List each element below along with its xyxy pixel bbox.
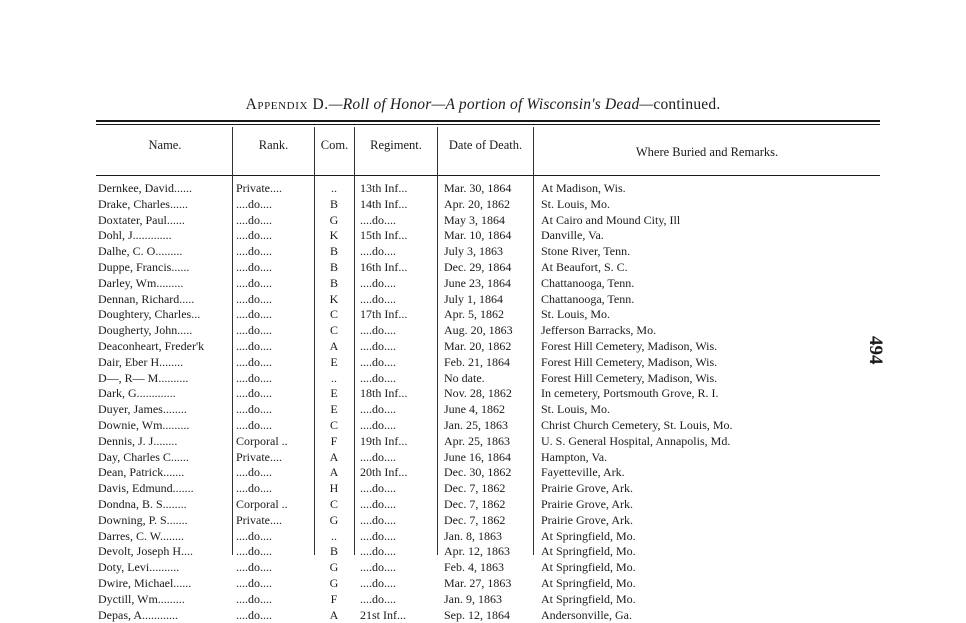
cell-date: Feb. 4, 1863 <box>444 560 504 575</box>
cell-regiment: ....do.... <box>360 402 396 417</box>
cell-date: Nov. 28, 1862 <box>444 386 512 401</box>
cell-name: Darley, Wm......... <box>98 275 184 290</box>
cell-rank: ....do.... <box>236 417 272 432</box>
table-row <box>0 197 966 213</box>
cell-name: Dean, Patrick....... <box>98 465 185 480</box>
cell-date: Jan. 8, 1863 <box>444 528 502 543</box>
cell-regiment: ....do.... <box>360 417 396 432</box>
cell-remarks: At Springfield, Mo. <box>541 575 636 590</box>
cell-com: C <box>329 496 338 511</box>
column-header-regiment: Regiment. <box>370 138 422 152</box>
table-row <box>0 402 966 418</box>
cell-com: E <box>330 386 338 401</box>
cell-regiment: ....do.... <box>360 323 396 338</box>
cell-name: Dougherty, John..... <box>98 323 193 338</box>
cell-name: Downing, P. S....... <box>98 512 188 527</box>
page-title: —Roll of Honor—A portion of Wisconsin's Dead— <box>328 96 654 113</box>
cell-name: Dair, Eber H........ <box>98 354 184 369</box>
cell-remarks: Christ Church Cemetery, St. Louis, Mo. <box>541 417 733 432</box>
cell-regiment: ....do.... <box>360 591 396 606</box>
cell-rank: ....do.... <box>236 528 272 543</box>
cell-remarks: Chattanooga, Tenn. <box>541 275 635 290</box>
table-row <box>0 260 966 276</box>
cell-rank: ....do.... <box>236 323 272 338</box>
table-row <box>0 560 966 576</box>
cell-date: Apr. 5, 1862 <box>444 307 504 322</box>
cell-com: A <box>329 338 339 353</box>
cell-com: A <box>329 465 339 480</box>
cell-date: Jan. 9, 1863 <box>444 591 502 606</box>
cell-remarks: Fayetteville, Ark. <box>541 465 625 480</box>
cell-date: Mar. 30, 1864 <box>444 181 512 195</box>
cell-date: July 1, 1864 <box>444 291 504 306</box>
cell-com: B <box>329 275 338 290</box>
cell-date: No date. <box>444 370 485 385</box>
cell-remarks: At Beaufort, S. C. <box>541 259 628 274</box>
cell-remarks: Forest Hill Cemetery, Madison, Wis. <box>541 338 718 353</box>
column-header-date: Date of Death. <box>448 138 523 152</box>
cell-rank: ....do.... <box>236 244 272 259</box>
cell-date: Apr. 25, 1863 <box>444 433 510 448</box>
cell-rank: ....do.... <box>236 575 272 590</box>
cell-date: Feb. 21, 1864 <box>444 354 510 369</box>
table-row <box>0 386 966 402</box>
cell-rank: ....do.... <box>236 560 272 575</box>
cell-rank: ....do.... <box>236 196 272 211</box>
table-row <box>0 434 966 450</box>
cell-name: Dwire, Michael...... <box>98 575 192 590</box>
column-header-name: Name. <box>148 138 182 152</box>
cell-name: Day, Charles C...... <box>98 449 189 464</box>
cell-name: D—, R— M.......... <box>98 370 189 385</box>
cell-regiment: ....do.... <box>360 370 396 385</box>
cell-date: Mar. 20, 1862 <box>444 338 512 353</box>
cell-com: H <box>329 481 339 496</box>
cell-date: Sep. 12, 1864 <box>444 607 510 622</box>
cell-rank: ....do.... <box>236 212 272 227</box>
cell-date: Apr. 20, 1862 <box>444 196 510 211</box>
cell-name: Darres, C. W........ <box>98 528 184 543</box>
cell-regiment: ....do.... <box>360 244 396 259</box>
cell-rank: ....do.... <box>236 259 272 274</box>
cell-date: Aug. 20, 1863 <box>444 323 513 338</box>
table-top-rule-thin <box>96 124 880 125</box>
cell-remarks: At Springfield, Mo. <box>541 560 636 575</box>
appendix-label: Appendix D. <box>245 96 329 113</box>
cell-name: Duyer, James........ <box>98 402 187 417</box>
header-divider <box>96 175 880 176</box>
table-row <box>0 544 966 560</box>
cell-name: Dalhe, C. O......... <box>98 244 183 259</box>
table-row <box>0 450 966 466</box>
cell-date: May 3, 1864 <box>444 212 505 227</box>
cell-name: Dennan, Richard..... <box>98 291 195 306</box>
cell-com: K <box>329 228 339 243</box>
cell-name: Dernkee, David...... <box>98 181 192 195</box>
cell-com: E <box>330 402 338 417</box>
cell-rank: Corporal .. <box>236 496 288 511</box>
cell-regiment: ....do.... <box>360 528 396 543</box>
cell-regiment: 21st Inf... <box>360 607 406 622</box>
cell-remarks: Stone River, Tenn. <box>541 244 631 259</box>
cell-com: .. <box>331 370 337 385</box>
cell-date: July 3, 1863 <box>444 244 504 259</box>
cell-regiment: ....do.... <box>360 449 396 464</box>
cell-rank: ....do.... <box>236 481 272 496</box>
cell-rank: ....do.... <box>236 307 272 322</box>
table-row <box>0 481 966 497</box>
cell-regiment: ....do.... <box>360 354 396 369</box>
cell-name: Dohl, J............. <box>98 228 172 243</box>
cell-remarks: Forest Hill Cemetery, Madison, Wis. <box>541 370 718 385</box>
cell-com: F <box>330 433 338 448</box>
cell-com: .. <box>331 528 337 543</box>
cell-name: Doxtater, Paul...... <box>98 212 185 227</box>
cell-remarks: Prairie Grove, Ark. <box>541 496 633 511</box>
cell-rank: ....do.... <box>236 338 272 353</box>
cell-date: Dec. 7, 1862 <box>444 496 506 511</box>
table-row <box>0 576 966 592</box>
cell-name: Duppe, Francis...... <box>98 259 190 274</box>
table-row <box>0 181 966 197</box>
cell-remarks: At Springfield, Mo. <box>541 528 636 543</box>
cell-regiment: ....do.... <box>360 212 396 227</box>
cell-name: Devolt, Joseph H.... <box>98 544 193 559</box>
table-row <box>0 418 966 434</box>
cell-name: Deaconheart, Freder'k <box>98 338 205 353</box>
column-header-remarks: Where Buried and Remarks. <box>635 145 779 159</box>
cell-date: Jan. 25, 1863 <box>444 417 508 432</box>
table-row <box>0 307 966 323</box>
cell-rank: ....do.... <box>236 370 272 385</box>
cell-remarks: At Springfield, Mo. <box>541 591 636 606</box>
cell-date: Dec. 7, 1862 <box>444 481 506 496</box>
cell-regiment: 13th Inf... <box>360 181 408 195</box>
table-row <box>0 339 966 355</box>
cell-regiment: 16th Inf... <box>360 259 408 274</box>
cell-regiment: 14th Inf... <box>360 196 408 211</box>
cell-rank: ....do.... <box>236 291 272 306</box>
table-row <box>0 513 966 529</box>
table-row <box>0 213 966 229</box>
cell-regiment: 20th Inf... <box>360 465 408 480</box>
cell-com: C <box>329 323 338 338</box>
page-number: 494 <box>865 336 886 365</box>
cell-regiment: 19th Inf... <box>360 433 408 448</box>
cell-date: June 16, 1864 <box>444 449 511 464</box>
cell-name: Davis, Edmund....... <box>98 481 194 496</box>
cell-name: Dennis, J. J........ <box>98 433 178 448</box>
cell-regiment: 17th Inf... <box>360 307 408 322</box>
cell-date: Dec. 30, 1862 <box>444 465 512 480</box>
cell-remarks: U. S. General Hospital, Annapolis, Md. <box>541 433 731 448</box>
cell-rank: ....do.... <box>236 607 272 622</box>
cell-remarks: St. Louis, Mo. <box>541 307 611 322</box>
cell-com: F <box>330 591 338 606</box>
cell-regiment: ....do.... <box>360 512 396 527</box>
cell-name: Downie, Wm......... <box>98 417 190 432</box>
cell-date: Dec. 7, 1862 <box>444 512 506 527</box>
cell-remarks: At Cairo and Mound City, Ill <box>541 212 681 227</box>
cell-com: B <box>329 196 338 211</box>
cell-regiment: 18th Inf... <box>360 386 408 401</box>
table-row <box>0 371 966 387</box>
cell-remarks: Jefferson Barracks, Mo. <box>541 323 657 338</box>
cell-rank: ....do.... <box>236 275 272 290</box>
cell-rank: ....do.... <box>236 591 272 606</box>
cell-regiment: ....do.... <box>360 496 396 511</box>
table-top-rule <box>96 120 880 122</box>
cell-com: A <box>329 607 339 622</box>
cell-remarks: Chattanooga, Tenn. <box>541 291 635 306</box>
cell-rank: ....do.... <box>236 228 272 243</box>
cell-name: Doughtery, Charles... <box>98 307 201 322</box>
cell-rank: Private.... <box>236 181 282 195</box>
cell-com: A <box>329 449 339 464</box>
cell-com: .. <box>331 181 337 195</box>
cell-regiment: ....do.... <box>360 544 396 559</box>
cell-regiment: ....do.... <box>360 575 396 590</box>
table-row <box>0 292 966 308</box>
cell-com: G <box>329 212 339 227</box>
cell-name: Depas, A............ <box>98 607 178 622</box>
cell-name: Dondna, B. S........ <box>98 496 187 511</box>
table-row <box>0 244 966 260</box>
column-header-com: Com. <box>320 138 349 152</box>
cell-remarks: Prairie Grove, Ark. <box>541 512 633 527</box>
cell-rank: ....do.... <box>236 386 272 401</box>
cell-remarks: St. Louis, Mo. <box>541 196 611 211</box>
cell-regiment: 15th Inf... <box>360 228 408 243</box>
cell-com: G <box>329 512 339 527</box>
cell-com: C <box>329 417 338 432</box>
cell-com: G <box>329 560 339 575</box>
cell-date: June 23, 1864 <box>444 275 511 290</box>
column-header-rank: Rank. <box>258 138 289 152</box>
cell-name: Doty, Levi.......... <box>98 560 180 575</box>
cell-regiment: ....do.... <box>360 275 396 290</box>
continued-label: continued. <box>653 96 721 113</box>
table-row <box>0 228 966 244</box>
cell-date: Dec. 29, 1864 <box>444 259 512 274</box>
table-row <box>0 608 966 623</box>
cell-rank: Private.... <box>236 449 282 464</box>
cell-regiment: ....do.... <box>360 338 396 353</box>
cell-remarks: Forest Hill Cemetery, Madison, Wis. <box>541 354 718 369</box>
cell-remarks: Hampton, Va. <box>541 449 608 464</box>
table-row <box>0 355 966 371</box>
table-row <box>0 465 966 481</box>
table-row <box>0 276 966 292</box>
cell-regiment: ....do.... <box>360 560 396 575</box>
cell-remarks: In cemetery, Portsmouth Grove, R. I. <box>541 386 719 401</box>
cell-rank: Private.... <box>236 512 282 527</box>
cell-remarks: St. Louis, Mo. <box>541 402 611 417</box>
cell-com: B <box>329 544 338 559</box>
cell-date: Apr. 12, 1863 <box>444 544 510 559</box>
cell-name: Dark, G............. <box>98 386 176 401</box>
cell-com: K <box>329 291 339 306</box>
page-header <box>0 96 966 114</box>
cell-name: Drake, Charles...... <box>98 196 188 211</box>
cell-rank: ....do.... <box>236 544 272 559</box>
cell-rank: Corporal .. <box>236 433 288 448</box>
cell-remarks: Andersonville, Ga. <box>541 607 632 622</box>
cell-date: Mar. 10, 1864 <box>444 228 512 243</box>
table-body <box>0 181 966 623</box>
cell-name: Dyctill, Wm......... <box>98 591 185 606</box>
cell-remarks: At Madison, Wis. <box>541 181 626 195</box>
table-row <box>0 497 966 513</box>
cell-com: C <box>329 307 338 322</box>
cell-regiment: ....do.... <box>360 481 396 496</box>
cell-date: June 4, 1862 <box>444 402 505 417</box>
cell-com: E <box>330 354 338 369</box>
cell-remarks: At Springfield, Mo. <box>541 544 636 559</box>
cell-com: G <box>329 575 339 590</box>
cell-com: B <box>329 244 338 259</box>
cell-remarks: Prairie Grove, Ark. <box>541 481 633 496</box>
cell-rank: ....do.... <box>236 354 272 369</box>
table-row <box>0 323 966 339</box>
cell-com: B <box>329 259 338 274</box>
cell-rank: ....do.... <box>236 402 272 417</box>
cell-rank: ....do.... <box>236 465 272 480</box>
cell-regiment: ....do.... <box>360 291 396 306</box>
cell-remarks: Danville, Va. <box>541 228 604 243</box>
table-row <box>0 529 966 545</box>
cell-date: Mar. 27, 1863 <box>444 575 512 590</box>
